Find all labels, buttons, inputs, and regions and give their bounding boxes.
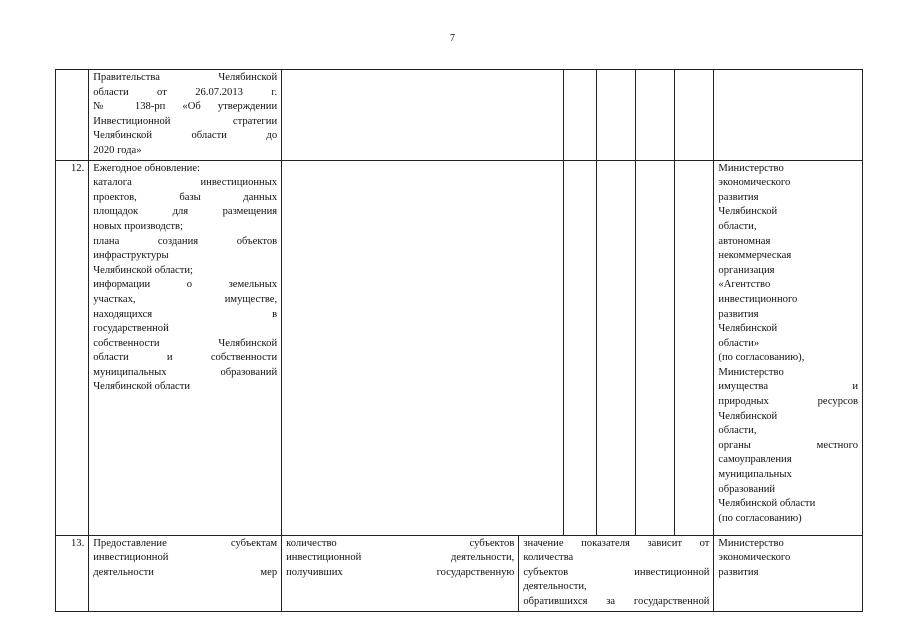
text-line: развития bbox=[718, 191, 759, 203]
text-line: государственной bbox=[93, 323, 169, 335]
empty-cell bbox=[563, 70, 596, 161]
text-line: информации о земельных bbox=[93, 279, 278, 291]
text-line: (по согласованию), bbox=[718, 352, 805, 364]
text-line: (по согласованию) bbox=[718, 512, 802, 524]
text-line: Челябинской bbox=[718, 206, 778, 218]
text-line: муниципальных образований bbox=[93, 366, 278, 378]
responsible-cell bbox=[714, 70, 863, 161]
text-line: Инвестиционной стратегии bbox=[93, 115, 278, 127]
text-line: проектов, базы данных bbox=[93, 191, 278, 203]
text-line: экономического bbox=[718, 552, 791, 564]
text-line: Челябинской bbox=[718, 410, 778, 422]
text-line: области и собственности bbox=[93, 352, 278, 364]
text-line: обратившихся за государственной bbox=[523, 595, 710, 607]
empty-cell bbox=[563, 160, 596, 535]
value-cell bbox=[519, 535, 714, 611]
text-line: собственности Челябинской bbox=[93, 337, 278, 349]
text-line: Предоставление субъектам bbox=[93, 537, 278, 549]
empty-cell bbox=[635, 70, 674, 161]
text-line: значение показателя зависит от количества bbox=[523, 537, 710, 564]
text-line: «Агентство bbox=[718, 279, 771, 291]
text-line: природных ресурсов bbox=[718, 396, 858, 408]
indicator-cell bbox=[282, 160, 564, 535]
row-number: 12. bbox=[56, 160, 89, 535]
text-line: Челябинской области bbox=[718, 498, 816, 510]
text-line: муниципальных bbox=[718, 469, 792, 481]
text-line: участках, имуществе, bbox=[93, 293, 278, 305]
measure-name-cell bbox=[89, 160, 282, 535]
text-line: области, bbox=[718, 220, 757, 232]
text-line: области от 26.07.2013 г. bbox=[93, 86, 278, 98]
text-line: инвестиционной bbox=[93, 552, 169, 564]
text-line: плана создания объектов bbox=[93, 235, 278, 247]
text-line: развития bbox=[718, 308, 759, 320]
table-row bbox=[56, 160, 863, 535]
text-line: Министерство bbox=[718, 162, 784, 174]
text-line: Министерство bbox=[718, 537, 784, 549]
text-line: находящихся в bbox=[93, 308, 278, 320]
text-line: каталога инвестиционных bbox=[93, 177, 278, 189]
empty-cell bbox=[596, 70, 635, 161]
empty-cell bbox=[674, 160, 714, 535]
text-line: Челябинской области bbox=[93, 381, 191, 393]
text-line: получивших государственную bbox=[286, 566, 515, 578]
plan-table bbox=[55, 69, 863, 612]
text-line: органы местного bbox=[718, 439, 858, 451]
text-line: образований bbox=[718, 483, 776, 495]
responsible-cell bbox=[714, 535, 863, 611]
text-line: некоммерческая bbox=[718, 250, 792, 262]
text-line: Ежегодное обновление: bbox=[93, 162, 200, 174]
empty-cell bbox=[635, 160, 674, 535]
text-line: имущества и bbox=[718, 381, 858, 393]
table-row bbox=[56, 535, 863, 611]
text-line: Челябинской bbox=[718, 323, 778, 335]
text-line: Челябинской области до bbox=[93, 130, 278, 142]
text-line: самоуправления bbox=[718, 454, 792, 466]
text-line: Челябинской области; bbox=[93, 264, 194, 276]
table-row bbox=[56, 70, 863, 161]
empty-cell bbox=[596, 160, 635, 535]
text-line: площадок для размещения bbox=[93, 206, 278, 218]
text-line: Правительства Челябинской bbox=[93, 72, 278, 83]
text-line: деятельности мер bbox=[93, 566, 278, 578]
responsible-cell bbox=[714, 160, 863, 535]
text-line: субъектов инвестиционной деятельности, bbox=[523, 566, 710, 593]
page-number: 7 bbox=[450, 33, 455, 44]
text-line: автономная bbox=[718, 235, 771, 247]
text-line: экономического bbox=[718, 177, 791, 189]
indicator-cell bbox=[282, 535, 519, 611]
text-line: инфраструктуры bbox=[93, 250, 169, 262]
text-line: 2020 года» bbox=[93, 144, 142, 156]
text-line: Министерство bbox=[718, 366, 784, 378]
text-line: области, bbox=[718, 425, 757, 437]
text-line: инвестиционного bbox=[718, 293, 798, 305]
text-line: инвестиционной деятельности, bbox=[286, 552, 515, 564]
empty-cell bbox=[674, 70, 714, 161]
row-number bbox=[56, 70, 89, 161]
measure-name-cell bbox=[89, 70, 282, 161]
text-line: развития bbox=[718, 566, 759, 578]
text-line: количество субъектов bbox=[286, 537, 515, 549]
text-line: новых производств; bbox=[93, 220, 183, 232]
text-line: области» bbox=[718, 337, 760, 349]
row-number: 13. bbox=[56, 535, 89, 611]
measure-name-cell bbox=[89, 535, 282, 611]
text-line: организация bbox=[718, 264, 775, 276]
text-line: № 138-рп «Об утверждении bbox=[93, 101, 278, 113]
indicator-cell bbox=[282, 70, 564, 161]
